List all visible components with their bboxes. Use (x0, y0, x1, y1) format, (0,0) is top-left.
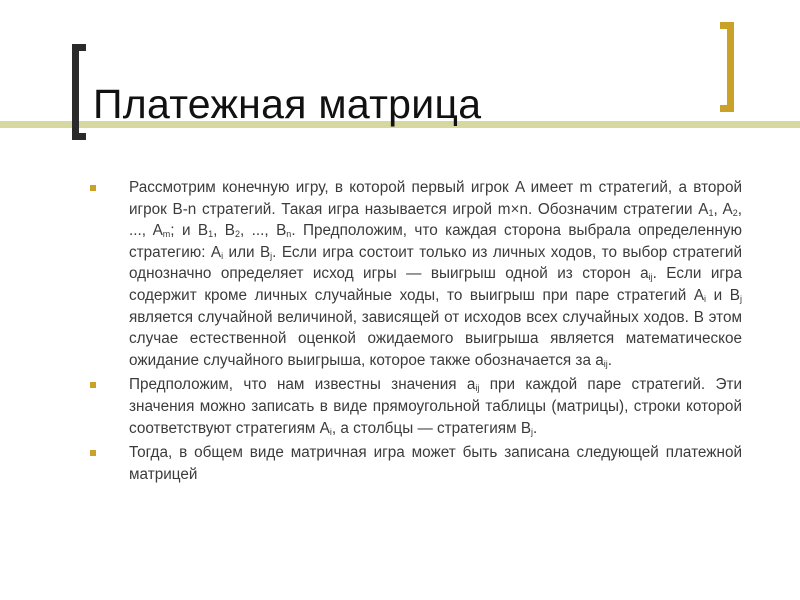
subscript: i (329, 426, 332, 437)
subscript: j (270, 250, 273, 261)
paragraph-text: Рассмотрим конечную игру, в которой первый игрок A имеет m стратегий, а второй игрок B-n стратегий. Такая игра называется игрой m×n. Обозначим стратегии $A_1$, $A_2$, ..., $A_m$; и $B_1$, $B_2$, ..., $B_n$. Предположим, что каждая сторона выбрала определенную стратегию: $A_i$ или $B_j$. Если игра состоит только из личных ходов, то выбор стратегий однозначно определяет исход игры — выигрыш одной из сторон $a_{ij}$. Если игра содержит кроме личных случайные ходы, то выигрыш при паре стратегий $A_i$ и $B_j$ является случайной величиной, зависящей от исходов всех случайных ходов. В этом случае естественной оценкой ожидаемого выигрыша является математическое ожидание случайного выигрыша, которое также обозначается за $a_{ij}$. (129, 179, 743, 369)
paragraph-text: Предположим, что нам известны значения $a_{ij}$ при каждой паре стратегий. Эти значения можно записать в виде прямоугольной таблицы (матрицы), строки которой соответствуют стратегиям $A_i$, а столбцы — стратегиям $B_j$. (129, 376, 743, 437)
bullet-marker (90, 185, 96, 191)
bullet-item-1 (90, 177, 742, 371)
subscript: i (221, 250, 224, 261)
bullet-marker (90, 382, 96, 388)
left-bracket-decoration (72, 44, 86, 140)
subscript: i (704, 293, 707, 304)
subscript: 1 (208, 229, 214, 240)
subscript: j (740, 293, 742, 304)
subscript: ij (603, 358, 608, 369)
subscript: ij (648, 272, 653, 283)
slide-body (90, 177, 742, 488)
paragraph-text: Тогда, в общем виде матричная игра может быть записана следующей платежной матрицей (129, 444, 742, 483)
bullet-marker (90, 450, 96, 456)
subscript: 2 (235, 229, 241, 240)
subscript: j (531, 426, 534, 437)
bullet-item-3 (90, 442, 742, 485)
subscript: ij (475, 383, 480, 394)
slide-title: Платежная матрица (93, 81, 482, 127)
subscript: 1 (708, 207, 714, 218)
subscript: 2 (732, 207, 738, 218)
right-bracket-decoration (720, 22, 734, 112)
bullet-item-2 (90, 374, 742, 439)
subscript: m (162, 229, 171, 240)
subscript: n (286, 229, 292, 240)
